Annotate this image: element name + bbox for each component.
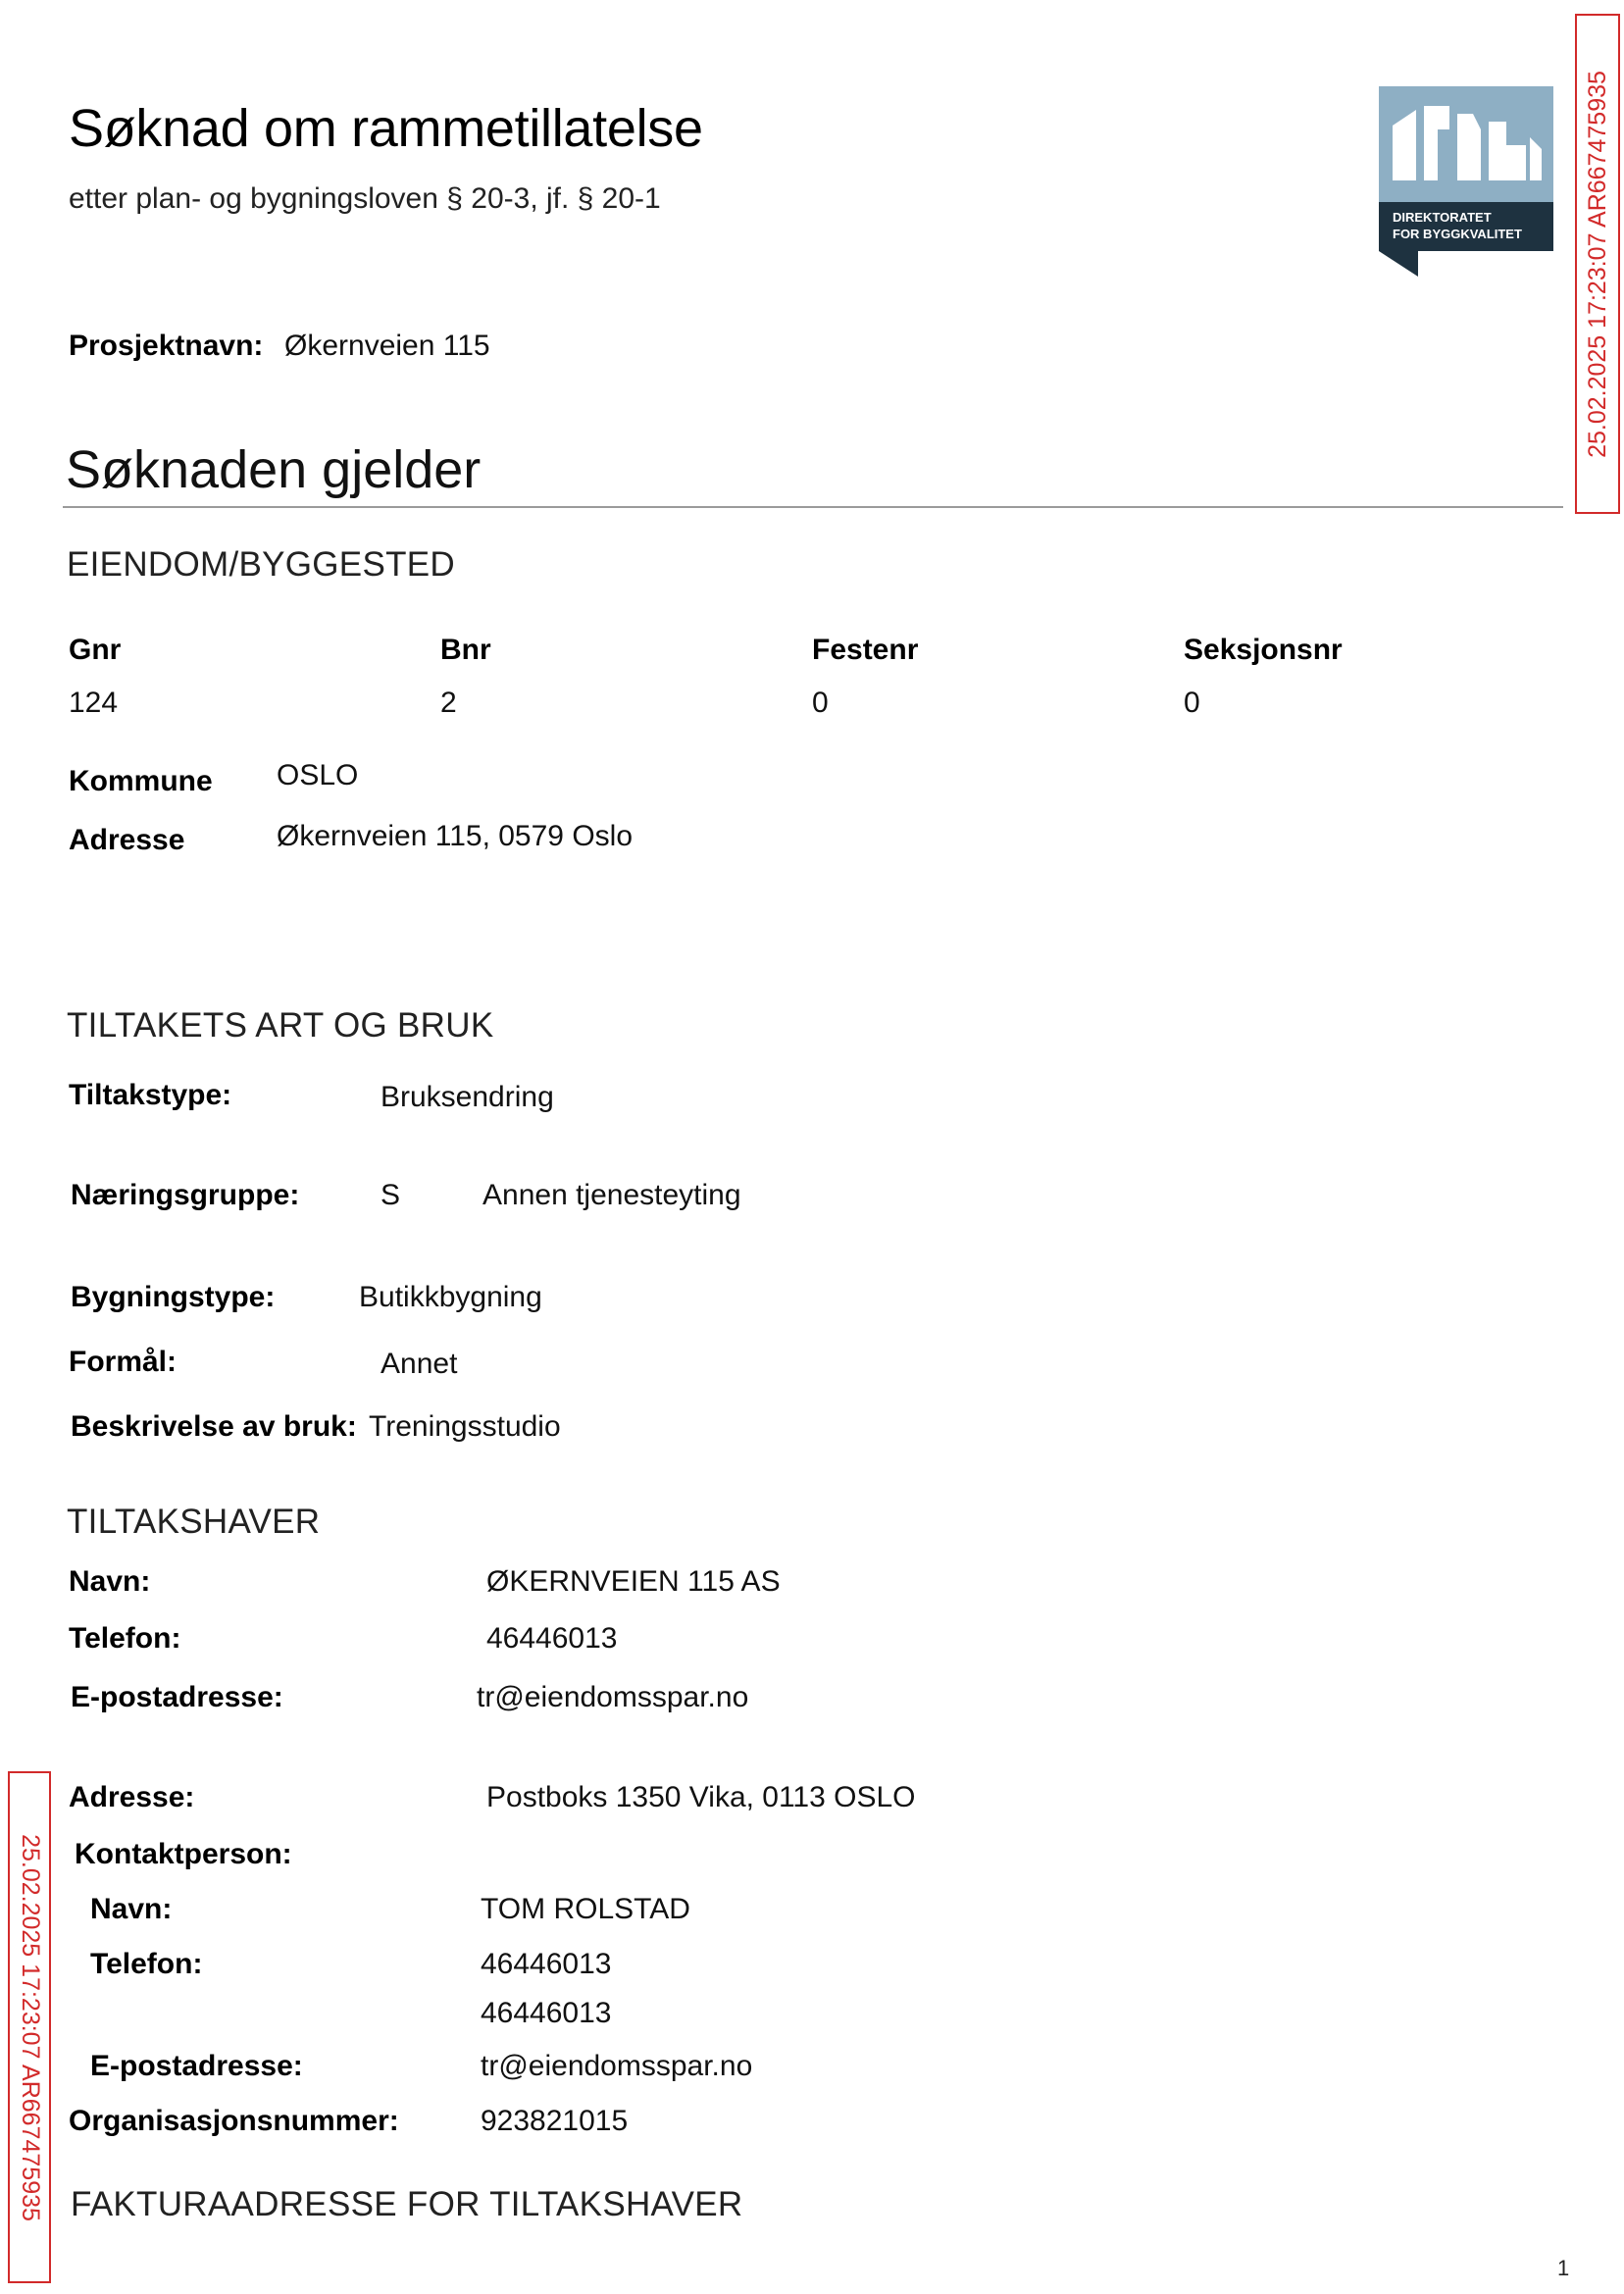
applicant-email-value: tr@eiendomsspar.no — [477, 1681, 749, 1713]
building-type-label: Bygningstype: — [71, 1281, 276, 1313]
document-subtitle: etter plan- og bygningsloven § 20-3, jf. § 20-1 — [69, 182, 661, 215]
bnr-value: 2 — [440, 687, 457, 719]
contact-phone-value-2: 46446013 — [481, 1997, 612, 2029]
use-description-value: Treningsstudio — [369, 1410, 561, 1443]
measure-heading: TILTAKETS ART OG BRUK — [67, 1006, 494, 1045]
seksjonsnr-label: Seksjonsnr — [1184, 634, 1343, 666]
use-description-label: Beskrivelse av bruk: — [71, 1410, 357, 1443]
property-heading: EIENDOM/BYGGESTED — [67, 545, 455, 584]
industry-group-value: Annen tjenesteyting — [482, 1179, 741, 1211]
applicant-heading: TILTAKSHAVER — [67, 1503, 321, 1541]
contact-phone-value: 46446013 — [481, 1948, 612, 1980]
contact-email-label: E-postadresse: — [90, 2050, 303, 2082]
org-number-label: Organisasjonsnummer: — [69, 2105, 399, 2137]
bnr-label: Bnr — [440, 634, 491, 666]
municipality-label: Kommune — [69, 765, 213, 797]
section-title: Søknaden gjelder — [66, 440, 482, 499]
logo-line-2: FOR BYGGKVALITET — [1393, 227, 1522, 241]
stamp-text-bottom: 25.02.2025 17:23:07 AR667475935 — [16, 1833, 44, 2221]
project-name-value: Økernveien 115 — [284, 330, 490, 362]
contact-name-label: Navn: — [90, 1893, 173, 1925]
address-value: Økernveien 115, 0579 Oslo — [277, 820, 634, 852]
invoice-heading: FAKTURAADRESSE FOR TILTAKSHAVER — [71, 2185, 743, 2223]
gnr-value: 124 — [69, 687, 119, 719]
festenr-label: Festenr — [812, 634, 919, 666]
dibk-logo-icon — [1379, 86, 1553, 277]
timestamp-stamp-top — [1575, 14, 1620, 514]
contact-phone-label: Telefon: — [90, 1948, 203, 1980]
seksjonsnr-value: 0 — [1184, 687, 1200, 719]
project-name-label: Prosjektnavn: — [69, 330, 264, 362]
applicant-name-value: ØKERNVEIEN 115 AS — [486, 1565, 781, 1598]
gnr-label: Gnr — [69, 634, 122, 666]
applicant-phone-value: 46446013 — [486, 1622, 618, 1655]
purpose-value: Annet — [381, 1348, 458, 1380]
purpose-label: Formål: — [69, 1346, 178, 1378]
stamp-text-top: 25.02.2025 17:23:07 AR667475935 — [1583, 70, 1611, 458]
applicant-name-label: Navn: — [69, 1565, 151, 1598]
building-type-value: Butikkbygning — [359, 1281, 542, 1313]
page-number: 1 — [1557, 2256, 1570, 2280]
festenr-value: 0 — [812, 687, 829, 719]
dibk-logo — [1379, 86, 1553, 277]
applicant-email-label: E-postadresse: — [71, 1681, 283, 1713]
address-label: Adresse — [69, 824, 185, 856]
applicant-address-label: Adresse: — [69, 1781, 195, 1813]
org-number-value: 923821015 — [481, 2105, 629, 2137]
contact-person-label: Kontaktperson: — [75, 1838, 292, 1870]
measure-type-label: Tiltakstype: — [69, 1079, 232, 1111]
applicant-phone-label: Telefon: — [69, 1622, 181, 1655]
industry-group-code: S — [381, 1179, 401, 1211]
timestamp-stamp-bottom — [8, 1771, 51, 2283]
industry-group-label: Næringsgruppe: — [71, 1179, 300, 1211]
contact-email-value: tr@eiendomsspar.no — [481, 2050, 753, 2082]
logo-line-1: DIREKTORATET — [1393, 210, 1492, 225]
contact-name-value: TOM ROLSTAD — [481, 1893, 690, 1925]
applicant-address-value: Postboks 1350 Vika, 0113 OSLO — [486, 1781, 916, 1813]
section-divider — [63, 506, 1563, 508]
municipality-value: OSLO — [277, 759, 359, 791]
document-title: Søknad om rammetillatelse — [69, 99, 703, 158]
measure-type-value: Bruksendring — [381, 1081, 554, 1113]
